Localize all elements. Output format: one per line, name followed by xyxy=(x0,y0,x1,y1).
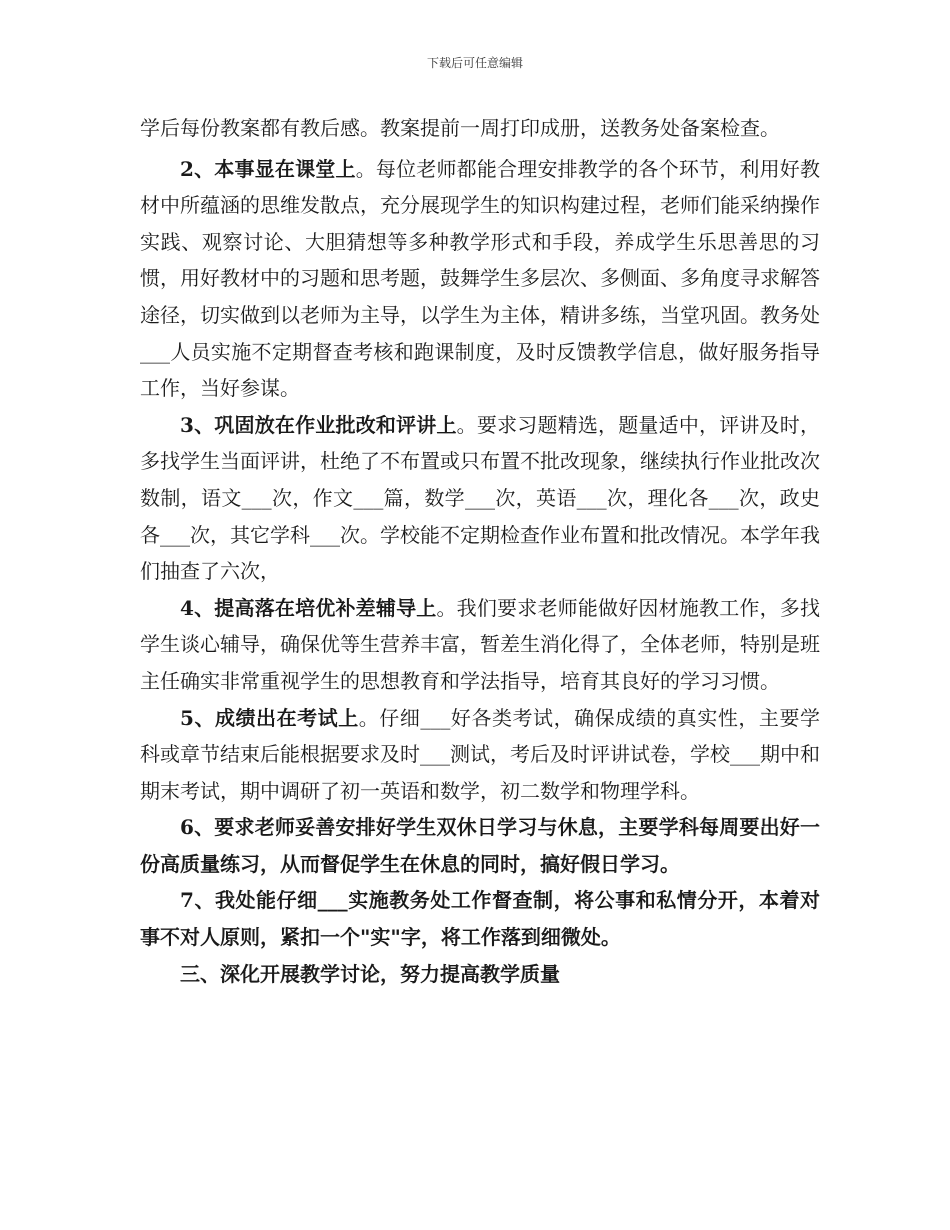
paragraph-4-heading: 4、提高落在培优补差辅导上 xyxy=(180,595,437,620)
paragraph-2-text: 。每位老师都能合理安排教学的各个环节，利用好教材中所蕴涵的思维发散点，充分展现学生的知识构建过程，老师们能采纳操作实践、观察讨论、大胆猜想等多种教学形式和手段，养成学生乐思善思的习惯，用好教材中的习题和思考题，鼓舞学生多层次、多侧面、多角度寻求解答途径，切实做到以老师为主导，以学生为主体，精讲多练，当堂巩固。教务处___人员实施不定期督查考核和跑课制度，及时反馈教学信息，做好服务指导工作，当好参谋。 xyxy=(140,156,821,401)
paragraph-7 xyxy=(140,882,820,955)
paragraph-5-heading: 5、成绩出在考试上 xyxy=(180,705,359,730)
paragraph-2 xyxy=(140,151,820,407)
paragraph-5-text: 。仔细___好各类考试，确保成绩的真实性，主要学科或章节结束后能根据要求及时___测试，考后及时评讲试卷，学校___期中和期末考试，期中调研了初一英语和数学，初二数学和物理学科。 xyxy=(140,705,821,803)
paragraph-3 xyxy=(140,407,820,590)
paragraph-6-text: 6、要求老师妥善安排好学生双休日学习与休息，主要学科每周要出好一份高质量练习，从而督促学生在休息的同时，搞好假日学习。 xyxy=(140,815,820,876)
paragraph-4-text: 。我们要求老师能做好因材施教工作，多找学生谈心辅导，确保优等生营养丰富，暂差生消化得了，全体老师，特别是班主任确实非常重视学生的思想教育和学法指导，培育其良好的学习习惯。 xyxy=(140,595,820,693)
paragraph-2-heading: 2、本事显在课堂上 xyxy=(180,156,356,181)
paragraph-4 xyxy=(140,590,820,700)
paragraph-6 xyxy=(140,809,820,882)
paragraph-1 xyxy=(140,110,820,147)
document-body xyxy=(140,110,820,992)
paragraph-3-text: 。要求习题精选，题量适中，评讲及时，多找学生当面评讲，杜绝了不布置或只布置不批改现象，继续执行作业批改次数制，语文___次，作文___篇，数学___次，英语___次，理化各___次，政史各___次，其它学科___次。学校能不定期检查作业布置和批改情况。本学年我们抽查了六次， xyxy=(140,412,821,584)
page-header: 下载后可任意编辑 xyxy=(426,56,523,70)
paragraph-7-text: 7、我处能仔细___实施教务处工作督查制，将公事和私情分开，本着对事不对人原则，紧扣一个"实"字，将工作落到细微处。 xyxy=(140,888,820,950)
paragraph-5 xyxy=(140,700,820,810)
section-heading-text: 三、深化开展教学讨论，努力提高教学质量 xyxy=(180,961,560,986)
paragraph-3-heading: 3、巩固放在作业批改和评讲上 xyxy=(180,412,457,437)
section-heading xyxy=(140,956,820,993)
paragraph-1-text: 学后每份教案都有教后感。教案提前一周打印成册，送教务处备案检查。 xyxy=(140,116,780,140)
